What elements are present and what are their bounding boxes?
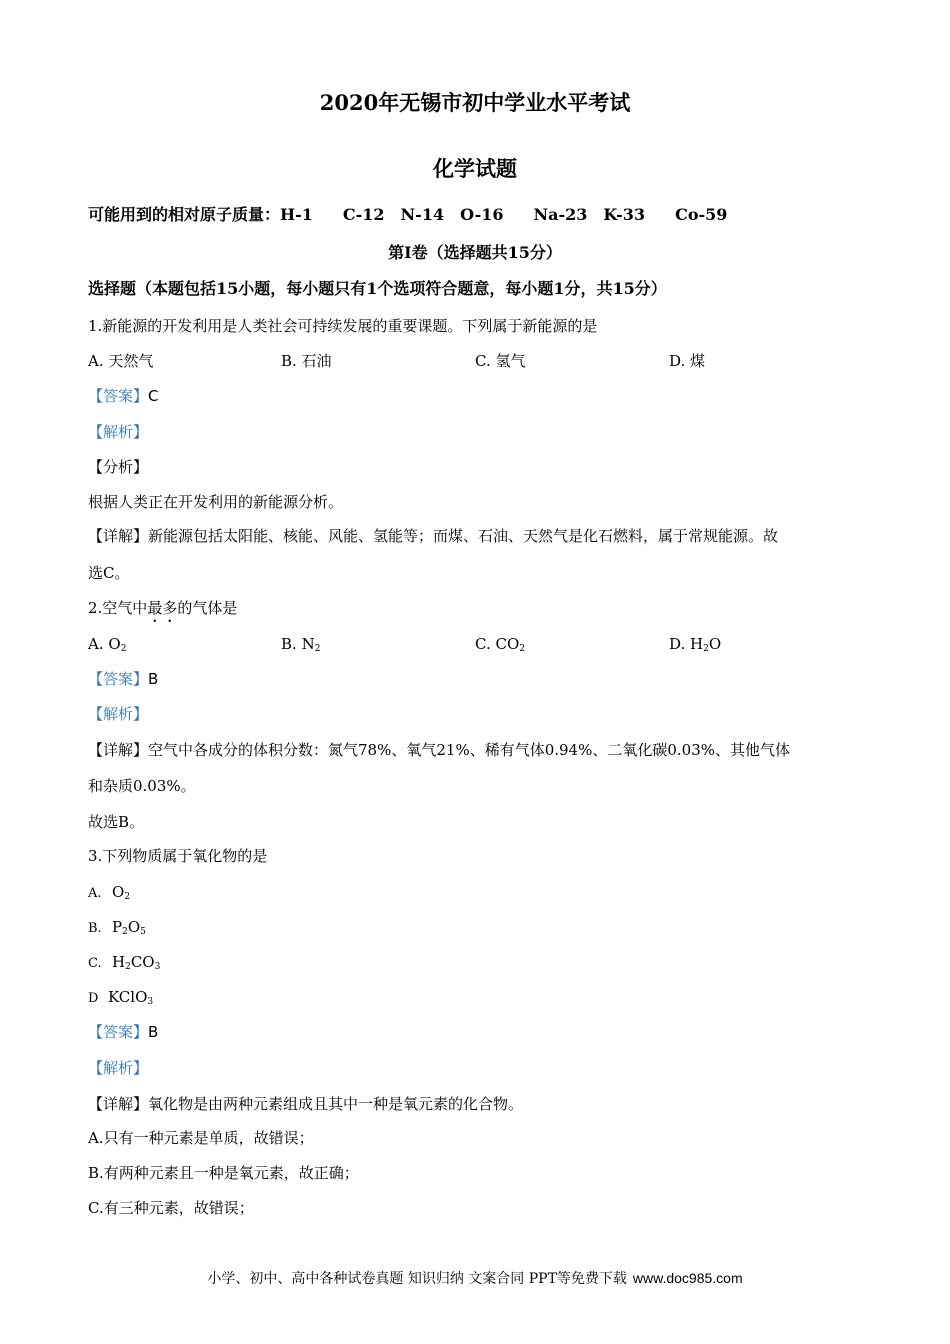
q3-option-d: D KClO$_3$ bbox=[88, 988, 154, 1007]
q3-option-a: A. $O_2$ bbox=[88, 883, 131, 902]
detail-tag: 【详解】 bbox=[88, 1095, 149, 1113]
answer-tag: 【答案】 bbox=[88, 387, 149, 405]
q1-option-c: C. 氢气 bbox=[475, 352, 526, 370]
q3-line-b: B.有两种元素且一种是氧元素，故正确； bbox=[88, 1164, 359, 1182]
q2-option-c: C. $CO_2$ bbox=[475, 635, 525, 654]
q3-option-b: B. $P_2O_5$ bbox=[88, 918, 146, 937]
footer-url[interactable]: www.doc985.com bbox=[632, 1270, 743, 1286]
q2-detail-line-1 bbox=[88, 740, 790, 760]
detail-text: 氧化物是由两种元素组成且其中一种是氧元素的化合物。 bbox=[148, 1095, 524, 1113]
section-title: 第Ⅰ卷（选择题共15分） bbox=[388, 243, 562, 262]
detail-text: 新能源包括太阳能、核能、风能、氢能等；而煤、石油、天然气是化石燃料，属于常规能源。故 bbox=[148, 527, 779, 545]
q2-stem bbox=[88, 598, 237, 626]
q1-answer bbox=[88, 386, 159, 406]
atomic-mass-o: O-16 bbox=[460, 205, 504, 224]
q1-analysis-tag: 【解析】 bbox=[88, 423, 149, 441]
atomic-masses-line bbox=[88, 205, 727, 225]
q2-option-d: D. $H_2O$ bbox=[669, 635, 722, 654]
q3-detail-line-1 bbox=[88, 1094, 523, 1114]
answer-value: B bbox=[148, 1023, 159, 1041]
q1-stem: 1.新能源的开发利用是人类社会可持续发展的重要课题。下列属于新能源的是 bbox=[88, 317, 598, 335]
q2-stem-prefix: 2.空气中 bbox=[88, 599, 148, 617]
q1-detail-line-1 bbox=[88, 526, 778, 546]
section-instructions: 选择题（本题包括15小题，每小题只有1个选项符合题意，每小题1分，共15分） bbox=[88, 279, 667, 298]
q2-stem-emphasis: 最多 bbox=[147, 599, 178, 617]
q2-conclusion: 故选B。 bbox=[88, 813, 145, 831]
answer-tag: 【答案】 bbox=[88, 1023, 149, 1041]
q2-detail-line-2: 和杂质0.03%。 bbox=[88, 777, 196, 795]
answer-value: C bbox=[148, 387, 159, 405]
atomic-mass-c: C-12 bbox=[342, 205, 385, 224]
detail-text: 空气中各成分的体积分数：氮气78%、氧气21%、稀有气体0.94%、二氧化碳0.03%、其他气体 bbox=[148, 741, 791, 759]
q1-option-a: A. 天然气 bbox=[88, 352, 154, 370]
q1-fenxi-tag: 【分析】 bbox=[88, 458, 149, 476]
q2-option-b: B. $N_2$ bbox=[281, 635, 321, 654]
atomic-masses-label: 可能用到的相对原子质量： bbox=[88, 205, 281, 224]
exam-title: 2020年无锡市初中学业水平考试 bbox=[319, 90, 631, 115]
q3-answer bbox=[88, 1022, 158, 1042]
q2-answer bbox=[88, 669, 158, 689]
q3-option-c: C. $H_2CO_3$ bbox=[88, 953, 161, 972]
q1-option-b: B. 石油 bbox=[281, 352, 332, 370]
atomic-mass-n: N-14 bbox=[400, 205, 445, 224]
atomic-mass-k: K-33 bbox=[603, 205, 646, 224]
q3-line-a: A.只有一种元素是单质，故错误； bbox=[88, 1129, 314, 1147]
answer-tag: 【答案】 bbox=[88, 670, 149, 688]
atomic-mass-h: H-1 bbox=[280, 205, 313, 224]
q2-stem-suffix: 的气体是 bbox=[177, 599, 238, 617]
q1-fenxi-text: 根据人类正在开发利用的新能源分析。 bbox=[88, 493, 344, 511]
footer-text: 小学、初中、高中各种试卷真题 知识归纳 文案合同 PPT等免费下载 bbox=[207, 1271, 627, 1287]
q3-line-c: C.有三种元素，故错误； bbox=[88, 1199, 254, 1217]
atomic-mass-na: Na-23 bbox=[533, 205, 588, 224]
detail-tag: 【详解】 bbox=[88, 741, 149, 759]
q1-detail-line-2: 选C。 bbox=[88, 564, 130, 582]
exam-subtitle: 化学试题 bbox=[433, 156, 517, 181]
detail-tag: 【详解】 bbox=[88, 527, 149, 545]
q3-stem: 3.下列物质属于氧化物的是 bbox=[88, 847, 268, 865]
q2-analysis-tag: 【解析】 bbox=[88, 705, 149, 723]
q1-option-d: D. 煤 bbox=[669, 352, 706, 370]
atomic-mass-co: Co-59 bbox=[675, 205, 728, 224]
page-footer bbox=[0, 1268, 950, 1288]
answer-value: B bbox=[148, 670, 159, 688]
q3-analysis-tag: 【解析】 bbox=[88, 1059, 149, 1077]
q2-option-a: A. $O_2$ bbox=[88, 635, 127, 654]
